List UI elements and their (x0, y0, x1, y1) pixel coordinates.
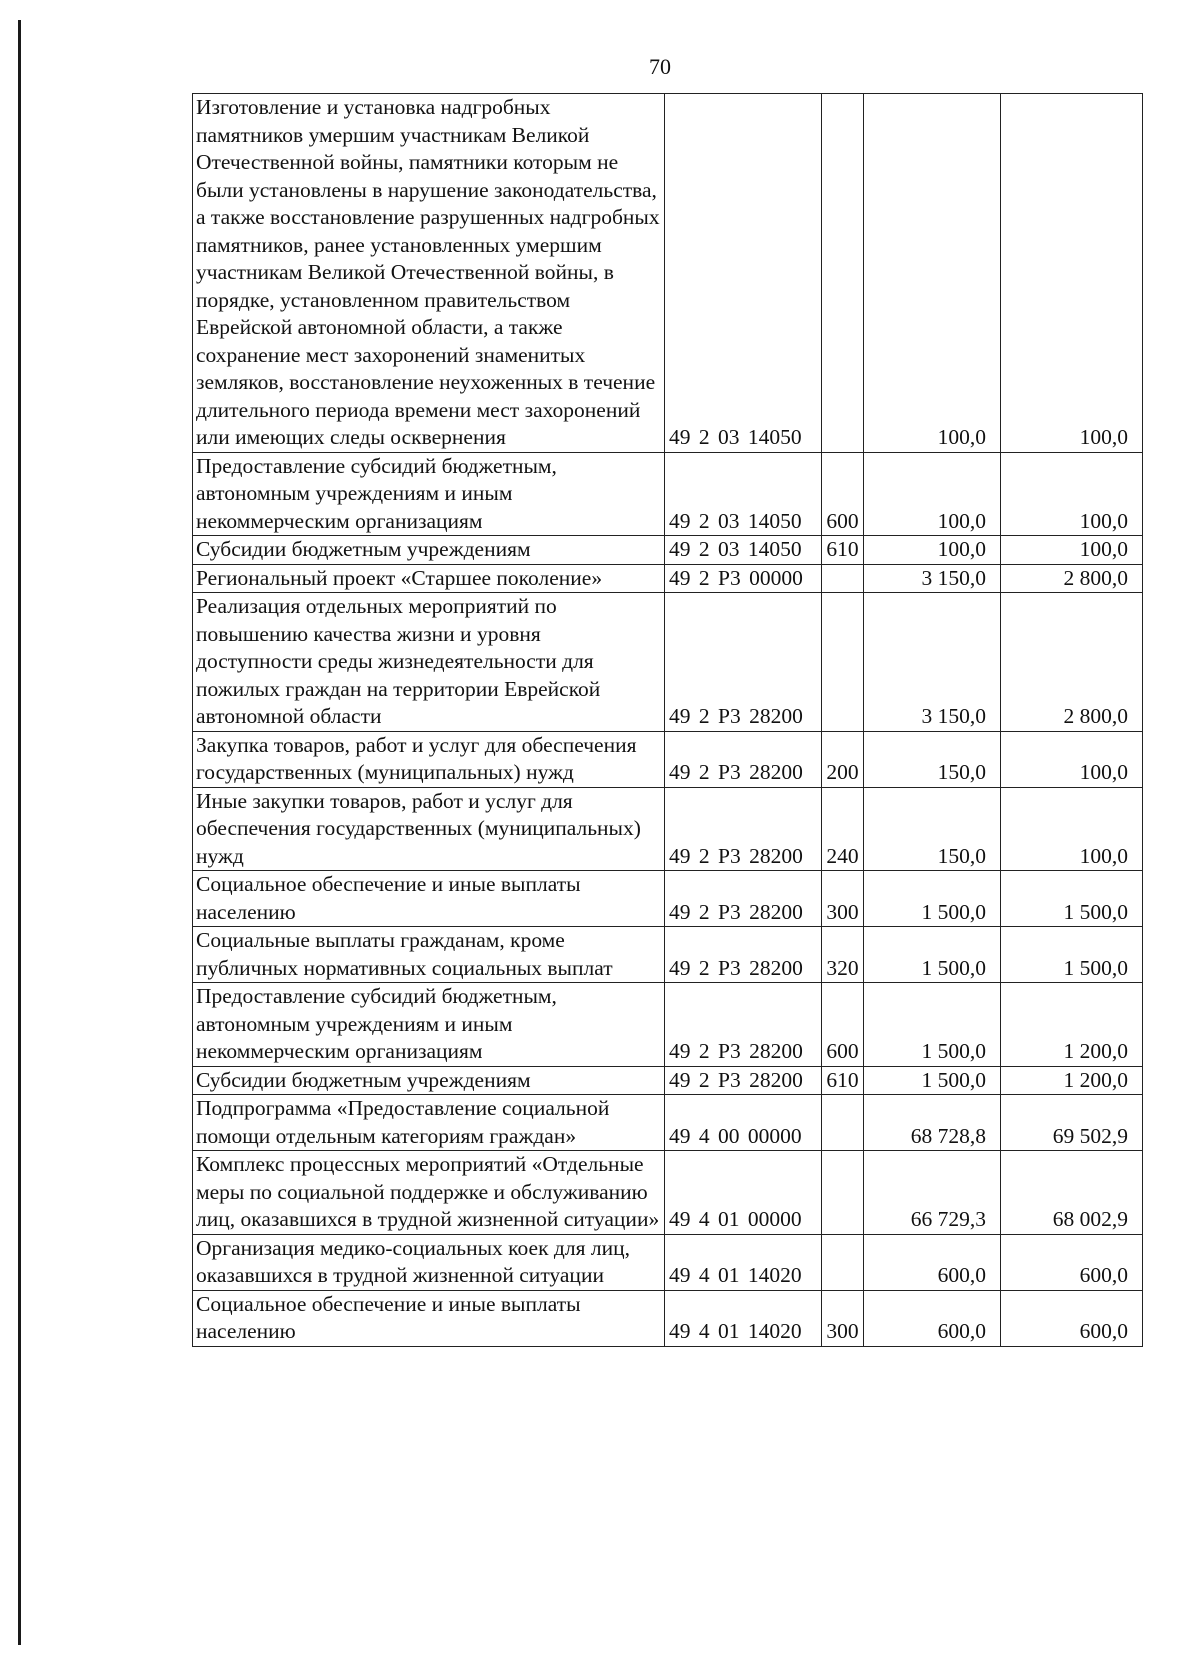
row-name-cell: Иные закупки товаров, работ и услуг для обеспечения государственных (муниципальных) нужд (193, 787, 665, 871)
row-code-cell: 49 2 P3 28200 (665, 731, 822, 787)
row-name-cell: Организация медико-социальных коек для лиц, оказавшихся в трудной жизненной ситуации (193, 1234, 665, 1290)
row-expense-type-cell (822, 564, 864, 593)
row-name-cell: Комплекс процессных мероприятий «Отдельные меры по социальной поддержке и обслуживанию лиц, оказавшихся в трудной жизненной ситуации» (193, 1151, 665, 1235)
table-row (193, 94, 1143, 453)
row-code-cell: 49 2 P3 28200 (665, 787, 822, 871)
budget-table (192, 93, 1143, 1347)
row-expense-type-cell (822, 1234, 864, 1290)
row-code-cell: 49 2 P3 28200 (665, 927, 822, 983)
table-row (193, 452, 1143, 536)
table-row (193, 1290, 1143, 1346)
row-code-cell: 49 2 03 14050 (665, 94, 822, 453)
row-code-cell: 49 2 03 14050 (665, 536, 822, 565)
row-name-cell: Предоставление субсидий бюджетным, автономным учреждениям и иным некоммерческим организациям (193, 983, 665, 1067)
row-code-cell: 49 4 01 14020 (665, 1234, 822, 1290)
row-year1-amount-cell: 600,0 (864, 1234, 1001, 1290)
table-row (193, 787, 1143, 871)
row-name-cell: Реализация отдельных мероприятий по повышению качества жизни и уровня доступности среды жизнедеятельности для пожилых граждан на территории Еврейской автономной области (193, 593, 665, 732)
table-row (193, 983, 1143, 1067)
row-year1-amount-cell: 150,0 (864, 731, 1001, 787)
row-year1-amount-cell: 3 150,0 (864, 564, 1001, 593)
row-expense-type-cell: 610 (822, 536, 864, 565)
row-name-cell: Закупка товаров, работ и услуг для обеспечения государственных (муниципальных) нужд (193, 731, 665, 787)
row-year2-amount-cell: 68 002,9 (1001, 1151, 1143, 1235)
row-expense-type-cell: 300 (822, 871, 864, 927)
row-code-cell: 49 2 P3 28200 (665, 871, 822, 927)
row-year2-amount-cell: 100,0 (1001, 787, 1143, 871)
row-name-cell: Субсидии бюджетным учреждениям (193, 536, 665, 565)
row-expense-type-cell (822, 94, 864, 453)
row-expense-type-cell: 610 (822, 1066, 864, 1095)
row-year1-amount-cell: 1 500,0 (864, 927, 1001, 983)
row-year2-amount-cell: 100,0 (1001, 536, 1143, 565)
row-expense-type-cell: 240 (822, 787, 864, 871)
table-row (193, 593, 1143, 732)
row-name-cell: Социальные выплаты гражданам, кроме публичных нормативных социальных выплат (193, 927, 665, 983)
row-year1-amount-cell: 3 150,0 (864, 593, 1001, 732)
table-row (193, 731, 1143, 787)
row-year1-amount-cell: 100,0 (864, 536, 1001, 565)
table-row (193, 536, 1143, 565)
row-year1-amount-cell: 1 500,0 (864, 871, 1001, 927)
row-expense-type-cell: 300 (822, 1290, 864, 1346)
row-expense-type-cell: 320 (822, 927, 864, 983)
table-row (193, 1095, 1143, 1151)
row-name-cell: Социальное обеспечение и иные выплаты населению (193, 1290, 665, 1346)
row-year1-amount-cell: 1 500,0 (864, 1066, 1001, 1095)
row-expense-type-cell: 200 (822, 731, 864, 787)
row-year1-amount-cell: 100,0 (864, 94, 1001, 453)
row-code-cell: 49 4 01 14020 (665, 1290, 822, 1346)
row-year2-amount-cell: 1 200,0 (1001, 1066, 1143, 1095)
row-year2-amount-cell: 100,0 (1001, 452, 1143, 536)
row-name-cell: Предоставление субсидий бюджетным, автономным учреждениям и иным некоммерческим организациям (193, 452, 665, 536)
table-row (193, 1066, 1143, 1095)
budget-table-body (193, 94, 1143, 1347)
row-code-cell: 49 2 P3 28200 (665, 983, 822, 1067)
row-year2-amount-cell: 1 500,0 (1001, 927, 1143, 983)
table-row (193, 1234, 1143, 1290)
page-number: 70 (649, 54, 671, 79)
row-expense-type-cell: 600 (822, 983, 864, 1067)
table-row (193, 927, 1143, 983)
row-code-cell: 49 2 P3 28200 (665, 1066, 822, 1095)
row-code-cell: 49 4 00 00000 (665, 1095, 822, 1151)
row-year1-amount-cell: 68 728,8 (864, 1095, 1001, 1151)
row-code-cell: 49 4 01 00000 (665, 1151, 822, 1235)
row-year2-amount-cell: 100,0 (1001, 94, 1143, 453)
row-code-cell: 49 2 P3 00000 (665, 564, 822, 593)
table-row (193, 871, 1143, 927)
row-code-cell: 49 2 P3 28200 (665, 593, 822, 732)
row-year2-amount-cell: 1 500,0 (1001, 871, 1143, 927)
row-year1-amount-cell: 150,0 (864, 787, 1001, 871)
table-row (193, 1151, 1143, 1235)
row-year2-amount-cell: 69 502,9 (1001, 1095, 1143, 1151)
row-expense-type-cell: 600 (822, 452, 864, 536)
row-name-cell: Субсидии бюджетным учреждениям (193, 1066, 665, 1095)
row-year2-amount-cell: 100,0 (1001, 731, 1143, 787)
row-name-cell: Подпрограмма «Предоставление социальной помощи отдельным категориям граждан» (193, 1095, 665, 1151)
row-year1-amount-cell: 1 500,0 (864, 983, 1001, 1067)
row-code-cell: 49 2 03 14050 (665, 452, 822, 536)
row-expense-type-cell (822, 1095, 864, 1151)
table-row (193, 564, 1143, 593)
row-expense-type-cell (822, 593, 864, 732)
row-year1-amount-cell: 600,0 (864, 1290, 1001, 1346)
binding-line (18, 20, 21, 1645)
row-name-cell: Изготовление и установка надгробных памятников умершим участникам Великой Отечественной войны, памятники которым не были установлены в нарушение законодательства, а также восстановление разрушенных надгробных памятников, ранее установленных умершим участникам Великой Отечественной войны, в порядке, установленном правительством Еврейской автономной области, а также сохранение мест захоронений знаменитых земляков, восстановление неухоженных в течение длительного периода времени мест захоронений или имеющих следы осквернения (193, 94, 665, 453)
row-expense-type-cell (822, 1151, 864, 1235)
row-name-cell: Социальное обеспечение и иные выплаты населению (193, 871, 665, 927)
row-year1-amount-cell: 100,0 (864, 452, 1001, 536)
row-year2-amount-cell: 2 800,0 (1001, 593, 1143, 732)
row-year2-amount-cell: 600,0 (1001, 1290, 1143, 1346)
row-year2-amount-cell: 600,0 (1001, 1234, 1143, 1290)
row-name-cell: Региональный проект «Старшее поколение» (193, 564, 665, 593)
row-year1-amount-cell: 66 729,3 (864, 1151, 1001, 1235)
row-year2-amount-cell: 1 200,0 (1001, 983, 1143, 1067)
row-year2-amount-cell: 2 800,0 (1001, 564, 1143, 593)
